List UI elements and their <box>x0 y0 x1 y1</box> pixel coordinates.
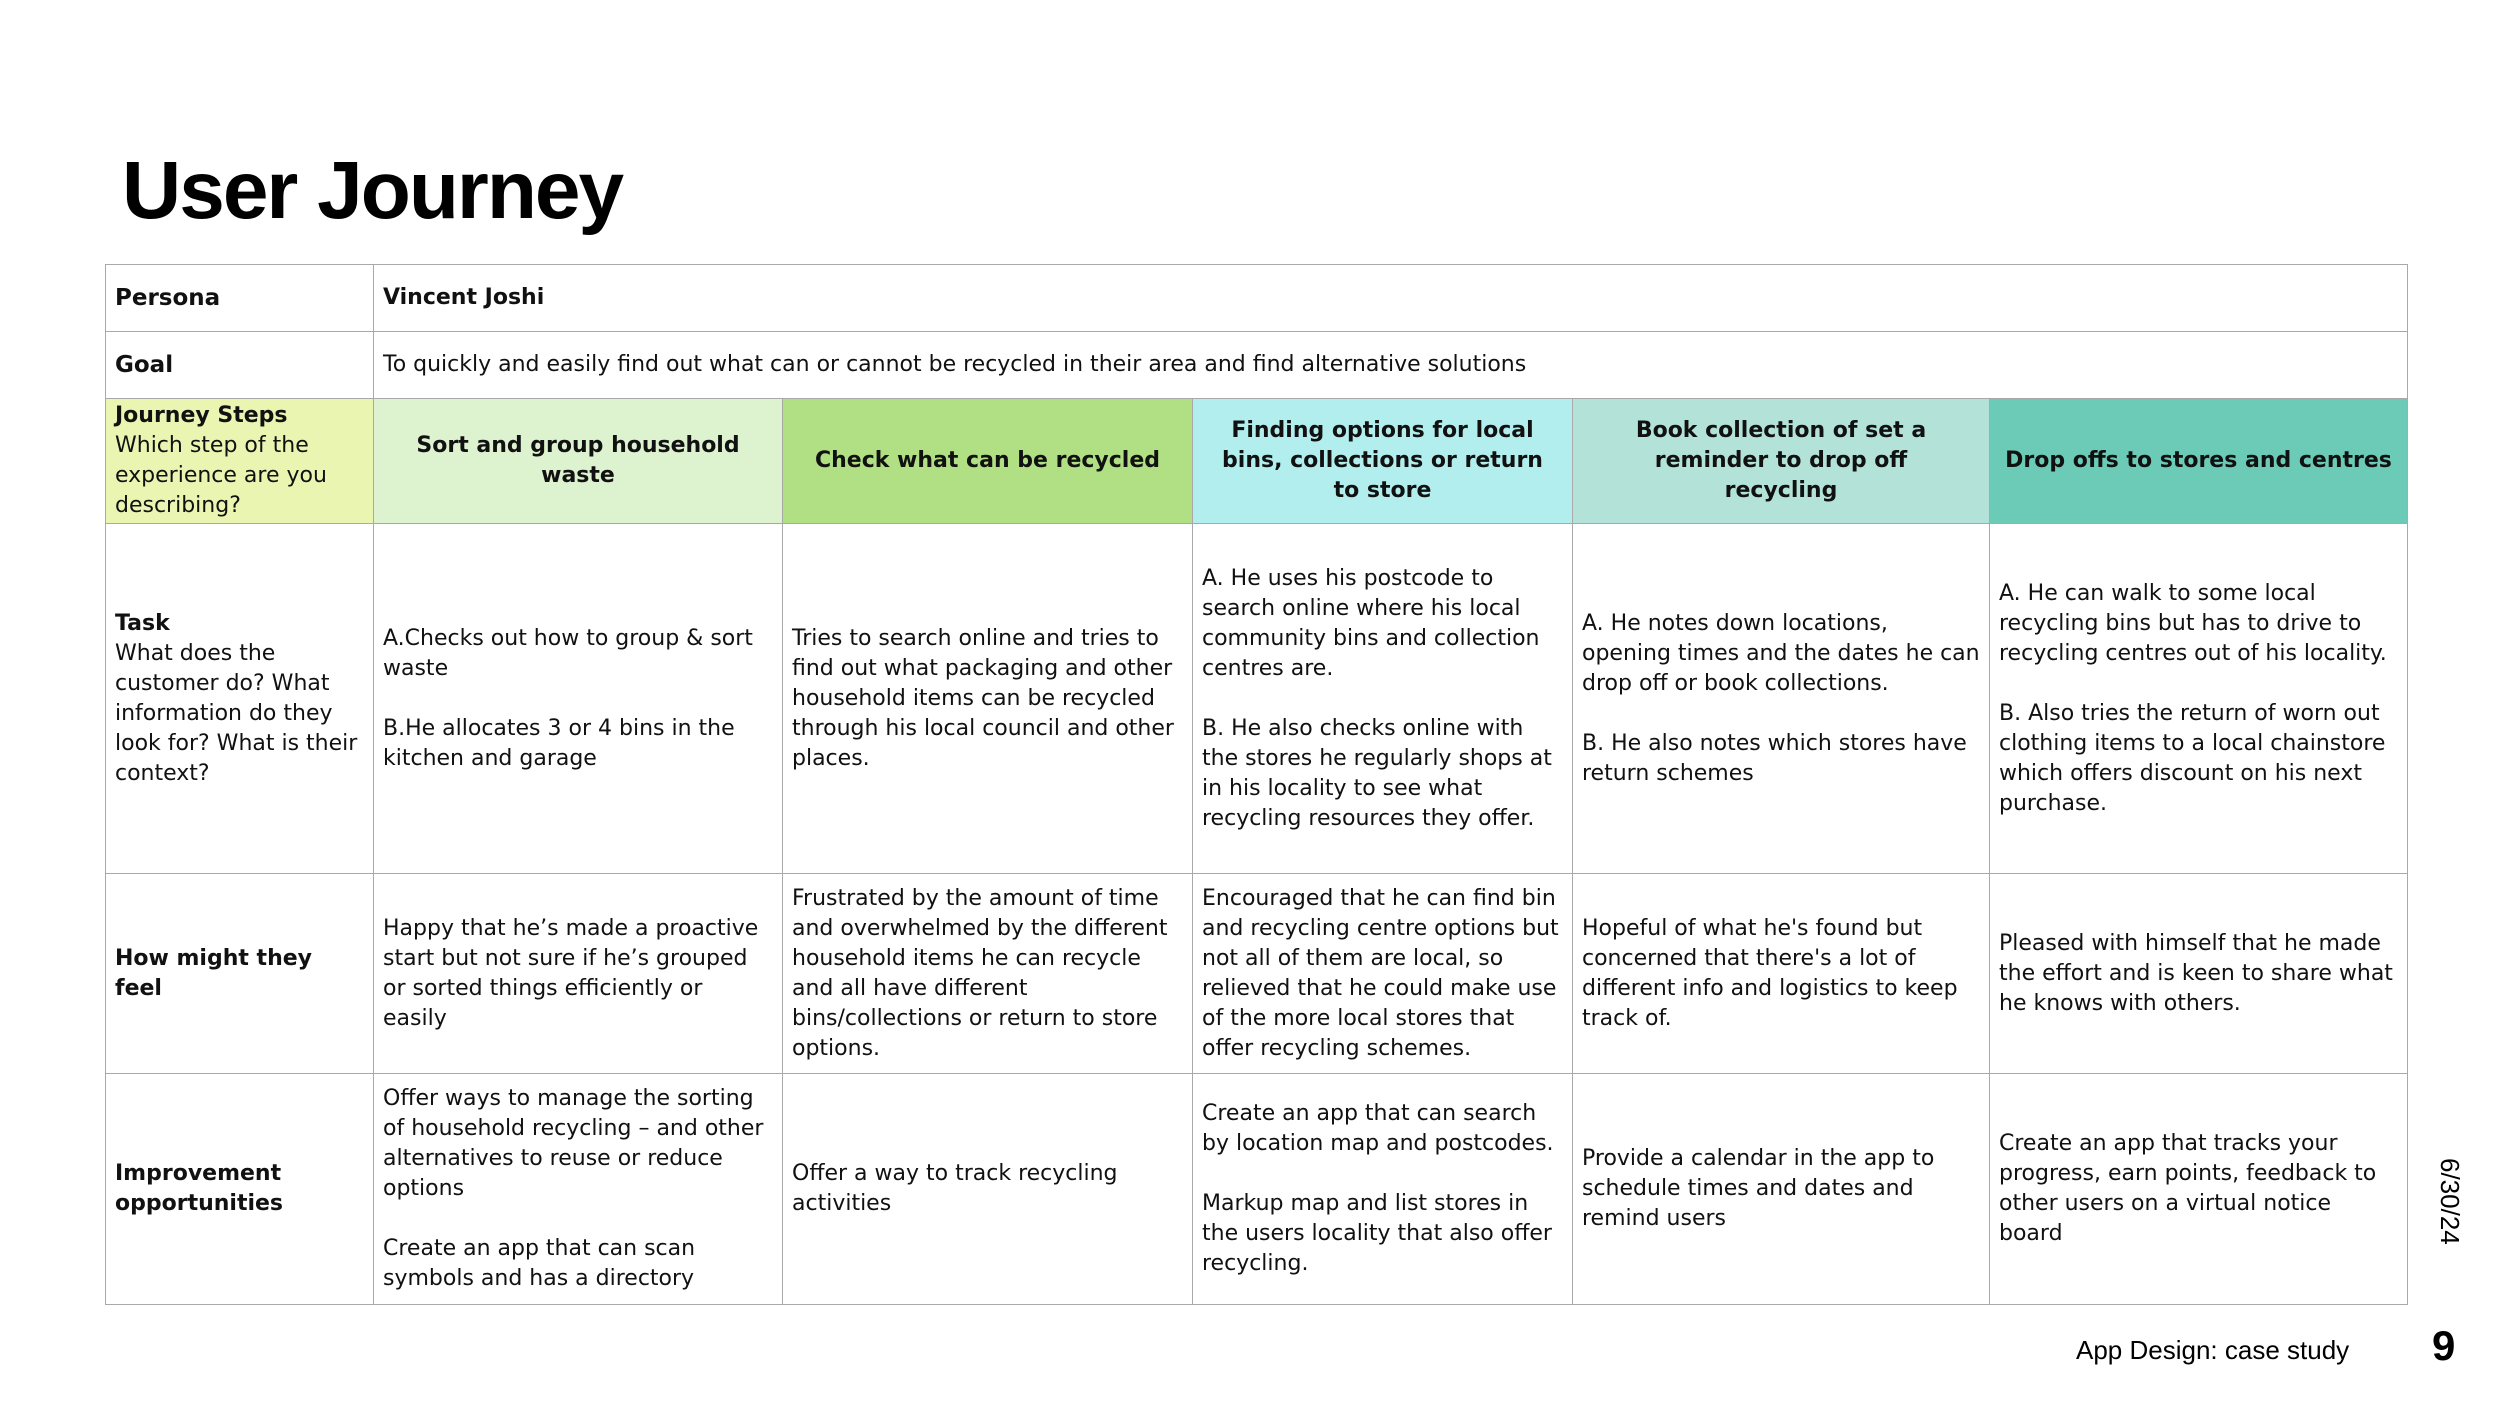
task-cell <box>374 524 783 874</box>
feel-cell <box>1193 874 1573 1074</box>
feel-cell <box>1573 874 1990 1074</box>
improve-label <box>106 1074 374 1305</box>
improve-cell <box>1573 1074 1990 1305</box>
persona-name: Vincent Joshi <box>374 265 2408 332</box>
persona-row <box>106 265 2408 332</box>
feel-cell <box>783 874 1193 1074</box>
journey-steps-title: Journey Steps <box>115 403 288 428</box>
task-cell <box>1990 524 2408 874</box>
feel-cell <box>374 874 783 1074</box>
slide-date: 6/30/24 <box>2435 1158 2465 1245</box>
feel-text: Encouraged that he can find bin and recycling centre options but not all of them are local, so relieved that he could make use of the more local stores that offer recycling schemes. <box>1202 885 1559 1061</box>
goal-row <box>106 332 2408 399</box>
improve-text: Create an app that can scan symbols and has a directory <box>383 1236 696 1291</box>
feel-row <box>106 874 2408 1074</box>
task-cell <box>1193 524 1573 874</box>
task-title: Task <box>115 610 170 636</box>
task-text: A.Checks out how to group & sort waste <box>383 625 753 681</box>
feel-text: Hopeful of what he's found but concerned that there's a lot of different info and logistics to keep track of. <box>1582 915 1958 1031</box>
persona-label: Persona <box>106 265 374 332</box>
improve-cell <box>783 1074 1193 1305</box>
step-book-collection: Book collection of set a reminder to drop off recycling <box>1573 399 1990 524</box>
journey-steps-row <box>106 399 2408 524</box>
step-sort-group: Sort and group household waste <box>374 399 783 524</box>
task-text: B. He also notes which stores have return schemes <box>1582 730 1967 786</box>
task-text: A. He uses his postcode to search online where his local community bins and collection centres are. <box>1202 565 1540 681</box>
footer-text: App Design: case study <box>2076 1335 2350 1365</box>
feel-text: Happy that he’s made a proactive start but not sure if he’s grouped or sorted things efficiently or easily <box>383 915 759 1031</box>
feel-cell <box>1990 874 2408 1074</box>
improve-text: Create an app that can search by location map and postcodes. <box>1202 1101 1554 1156</box>
task-text: B.He allocates 3 or 4 bins in the kitchen and garage <box>383 715 735 771</box>
improve-row <box>106 1074 2408 1305</box>
page-number: 9 <box>2432 1322 2456 1369</box>
improve-cell <box>1193 1074 1573 1305</box>
task-cell <box>783 524 1193 874</box>
feel-label <box>106 874 374 1074</box>
task-text: B. He also checks online with the stores he regularly shops at in his locality to see what recycling resources they offer. <box>1202 715 1552 831</box>
improve-text: Offer ways to manage the sorting of household recycling – and other alternatives to reuse or reduce options <box>383 1086 764 1201</box>
improve-cell <box>1990 1074 2408 1305</box>
improve-text: Provide a calendar in the app to schedule times and dates and remind users <box>1582 1146 1935 1231</box>
improve-text: Offer a way to track recycling activities <box>792 1161 1118 1216</box>
task-text: A. He notes down locations, opening times and the dates he can drop off or book collections. <box>1582 610 1980 696</box>
goal-text: To quickly and easily find out what can or cannot be recycled in their area and find alternative solutions <box>374 332 2408 399</box>
task-text: A. He can walk to some local recycling bins but has to drive to recycling centres out of his locality. <box>1999 580 2387 666</box>
task-text: Tries to search online and tries to find out what packaging and other household items can be recycled through his local council and other places. <box>792 625 1174 771</box>
task-label <box>106 524 374 874</box>
improve-cell <box>374 1074 783 1305</box>
goal-label: Goal <box>106 332 374 399</box>
journey-steps-subtitle: Which step of the experience are you describing? <box>115 433 327 518</box>
task-text: B. Also tries the return of worn out clothing items to a local chainstore which offers discount on his next purchase. <box>1999 700 2386 816</box>
feel-text: Frustrated by the amount of time and overwhelmed by the different household items he can recycle and all have different bins/collections or return to store options. <box>792 885 1168 1061</box>
improve-text: Markup map and list stores in the users locality that also offer recycling. <box>1202 1191 1552 1276</box>
task-row <box>106 524 2408 874</box>
feel-text: Pleased with himself that he made the effort and is keen to share what he knows with others. <box>1999 930 2393 1016</box>
journey-steps-label <box>106 399 374 524</box>
task-subtitle: What does the customer do? What information do they look for? What is their context? <box>115 640 358 786</box>
feel-title: How might they feel <box>115 945 313 1001</box>
step-check-recyclable: Check what can be recycled <box>783 399 1193 524</box>
improve-title: Improvement opportunities <box>115 1161 284 1216</box>
improve-text: Create an app that tracks your progress, earn points, feedback to other users on a virtual notice board <box>1999 1131 2377 1246</box>
step-drop-offs: Drop offs to stores and centres <box>1990 399 2408 524</box>
step-find-options: Finding options for local bins, collections or return to store <box>1193 399 1573 524</box>
page-title: User Journey <box>122 145 623 236</box>
task-cell <box>1573 524 1990 874</box>
user-journey-table <box>105 264 2408 1305</box>
